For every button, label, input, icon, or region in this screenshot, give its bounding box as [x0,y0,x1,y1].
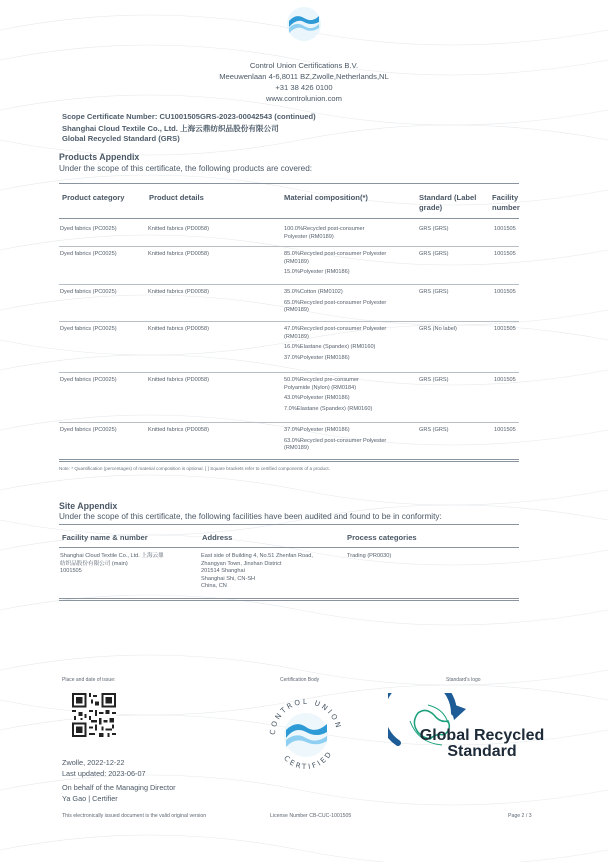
site-facility [60,553,164,576]
col-facility-name: Facility name & number [62,533,148,542]
table-header-rule [59,218,519,219]
place-date-label: Place and date of issue: [62,677,116,683]
table-row-1-details: Knitted fabrics (PD0058) [148,226,209,232]
address-line: Zhangyan Town, Jinshan District [201,560,282,567]
material-line: 15.0%Polyester (RM0186) [284,269,350,275]
material-line: (RM0189) [284,307,309,313]
row-divider [59,321,519,322]
standard-name: Global Recycled Standard (GRS) [62,134,180,143]
certificate-number: Scope Certificate Number: CU1001505GRS-2023-00042543 (continued) [62,112,316,121]
table-row-1-category: Dyed fabrics (PC0025) [60,226,117,232]
table-row-2-details: Knitted fabrics (PD0058) [148,251,209,257]
table-row-5-facility: 1001505 [494,377,516,383]
row-divider [59,372,519,373]
table-row-6-facility: 1001505 [494,427,516,433]
table-row-3-standard: GRS (GRS) [419,289,449,295]
control-union-seal [261,690,351,780]
standards-logo-label: Standard's logo [446,677,481,683]
table-row-4-details: Knitted fabrics (PD0058) [148,326,209,332]
table-row-3-facility: 1001505 [494,289,516,295]
col-facility-line2: number [492,203,520,212]
material-line: 16.0%Elastane (Spandex) (RM0160) [284,344,376,350]
site-table-bottom-rule-2 [59,600,519,601]
table-bottom-rule-2 [59,461,519,462]
table-row-4-facility: 1001505 [494,326,516,332]
table-row-1-standard: GRS (GRS) [419,226,449,232]
material-line: 47.0%Recycled post-consumer Polyester [284,326,387,332]
material-line: 63.0%Recycled post-consumer Polyester [284,437,387,444]
col-facility [492,193,520,213]
site-address [201,553,313,591]
table-row-6-category: Dyed fabrics (PC0025) [60,427,117,433]
material-line: (RM0189) [284,258,309,265]
facility-line: 1001505 [60,568,82,574]
certifier: Ya Gao | Certifier [62,794,118,803]
table-top-rule [59,183,519,184]
grs-logo-line1: Global Recycled [419,727,545,744]
seal-bottom-text: CERTIFIED [282,748,335,772]
site-appendix-title: Site Appendix [59,501,118,511]
footer-page-number: Page 2 / 3 [508,813,532,819]
material-line: 65.0%Recycled post-consumer Polyester [284,299,387,306]
table-row-5-details: Knitted fabrics (PD0058) [148,377,209,383]
org-address: Meeuwenlaan 4-6,8011 BZ,Zwolle,Netherlands,NL [219,72,389,81]
col-product-details: Product details [149,193,204,202]
table-row-5-standard: GRS (GRS) [419,377,449,383]
facility-line: 纺织品股份有限公司 (main) [60,560,128,567]
table-row-1-material [284,226,365,241]
col-process-categories: Process categories [347,533,417,542]
facility-line: Shanghai Cloud Textile Co., Ltd. 上海云鼎 [60,553,164,559]
col-address: Address [202,533,233,542]
material-line: 85.0%Recycled post-consumer Polyester [284,251,387,257]
table-row-5-material [284,377,372,413]
table-row-4-category: Dyed fabrics (PC0025) [60,326,117,332]
table-bottom-rule [59,459,519,460]
table-row-6-standard: GRS (GRS) [419,427,449,433]
site-table-top-rule [59,524,519,525]
qr-code[interactable] [72,693,116,737]
table-row-2-standard: GRS (GRS) [419,251,449,257]
table-row-2-category: Dyed fabrics (PC0025) [60,251,117,257]
address-line: China, CN [201,583,227,589]
row-divider [59,284,519,285]
site-process: Trading (PR0030) [347,553,392,559]
org-phone: +31 38 426 0100 [275,83,333,92]
material-line: 50.0%Recycled pre-consumer [284,377,359,383]
address-line: East side of Building 4, No.51 Zhenfan Road, [201,553,313,559]
table-row-6-details: Knitted fabrics (PD0058) [148,427,209,433]
composition-note: Note: * Quantification (percentages) of material composition is optional. [ ] Square brackets refer to certified components of a product. [59,466,330,471]
col-facility-line1: Facility [492,193,519,202]
org-website[interactable]: www.controlunion.com [266,94,342,103]
table-row-6-material [284,427,386,453]
address-line: 201514 Shanghai [201,568,245,574]
table-row-4-standard: GRS (No label) [419,326,457,332]
table-row-5-category: Dyed fabrics (PC0025) [60,377,117,383]
material-line: 100.0%Recycled post-consumer [284,226,365,232]
table-row-2-facility: 1001505 [494,251,516,257]
table-row-3-material [284,289,386,315]
site-appendix-subtitle: Under the scope of this certificate, the following facilities have been audited and found to be in conformity: [59,512,442,521]
col-standard [419,193,476,213]
col-standard-line1: Standard (Label [419,193,477,202]
certification-body-label: Certification Body [280,677,320,683]
footer-license-number: License Number CB-CUC-1001505 [270,813,352,819]
on-behalf: On behalf of the Managing Director [62,783,176,792]
col-product-category: Product category [62,193,125,202]
row-divider [59,246,519,247]
control-union-logo [286,6,322,42]
material-line: 35.0%Cotton (RM0102) [284,289,343,295]
last-updated: Last updated: 2023-06-07 [62,769,146,778]
material-line: Polyester (RM0189) [284,233,334,240]
footer-validity-note: This electronically issued document is the valid original version [62,813,207,819]
site-table-header-rule [59,547,519,548]
row-divider [59,422,519,423]
material-line: 43.0%Polyester (RM0186) [284,395,350,401]
site-table-bottom-rule [59,598,519,599]
material-line: (RM0189) [284,333,309,340]
products-appendix-subtitle: Under the scope of this certificate, the following products are covered: [59,164,313,173]
material-line: Polyamide (Nylon) (RM0184) [284,384,357,391]
company-name: Shanghai Cloud Textile Co., Ltd. 上海云鼎纺织品股份有限公司 [62,124,279,133]
address-line: Shanghai Shi, CN-SH [201,575,256,582]
seal-top-text: CONTROL UNION [267,696,344,736]
table-row-4-material [284,326,386,362]
col-standard-line2: grade) [419,203,443,212]
grs-logo-text [412,728,552,760]
grs-logo-line2: Standard [447,743,517,760]
table-row-3-category: Dyed fabrics (PC0025) [60,289,117,295]
products-appendix-title: Products Appendix [59,152,140,162]
org-name: Control Union Certifications B.V. [249,61,359,70]
material-line: (RM0189) [284,445,309,451]
material-line: 37.0%Polyester (RM0186) [284,354,350,361]
table-row-2-material [284,251,386,277]
place-date: Zwolle, 2022-12-22 [62,758,125,767]
table-row-3-details: Knitted fabrics (PD0058) [148,289,209,295]
col-material-composition: Material composition(*) [284,193,368,202]
table-row-1-facility: 1001505 [494,226,516,232]
material-line: 37.0%Polyester (RM0186) [284,427,350,433]
material-line: 7.0%Elastane (Spandex) (RM0160) [284,405,373,412]
